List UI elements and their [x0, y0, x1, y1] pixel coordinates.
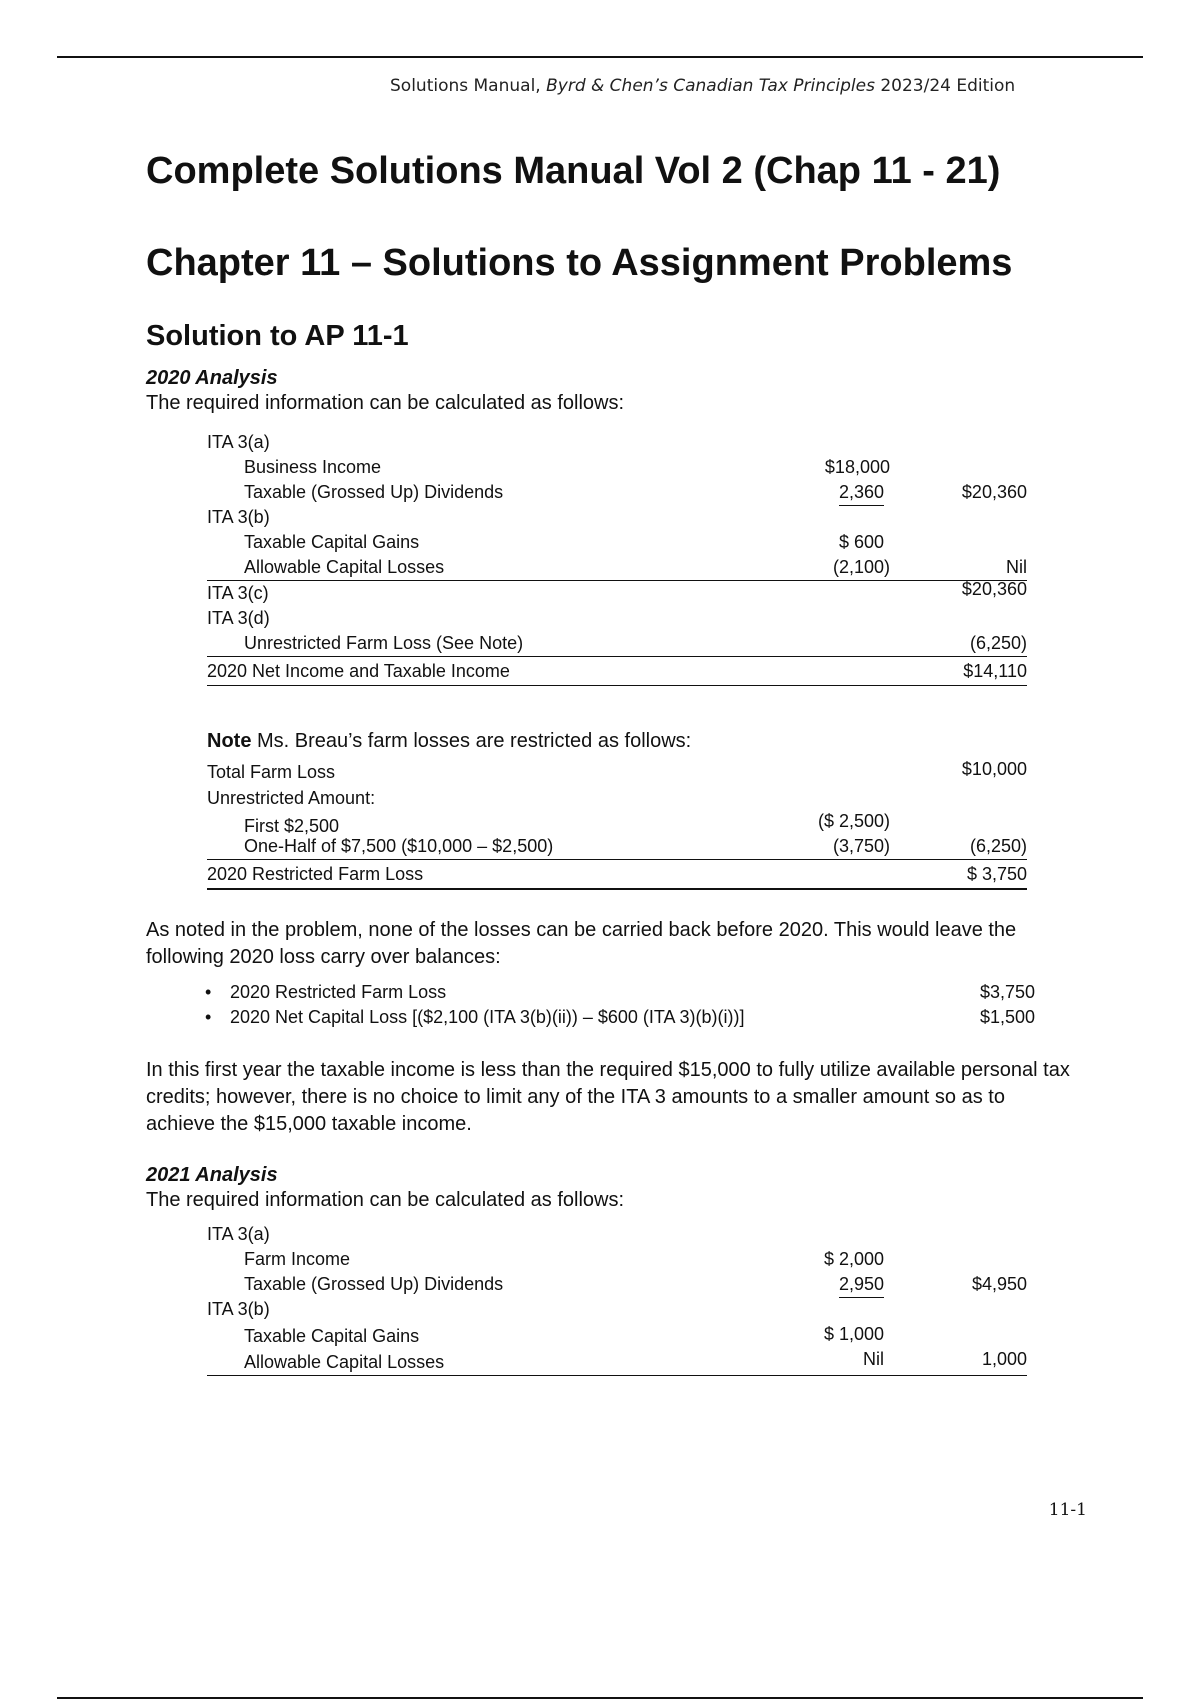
table-row: [207, 530, 1027, 555]
bullet-icon: •: [205, 1007, 212, 1027]
note-heading: [207, 730, 691, 753]
row-amount: ($ 2,500): [817, 811, 890, 831]
row-label: 2020 Restricted Farm Loss: [207, 864, 424, 884]
analysis-2021-heading: 2021 Analysis: [146, 1164, 278, 1186]
row-label: 2020 Net Income and Taxable Income: [207, 661, 510, 681]
table-row: [207, 1222, 1027, 1247]
section-title: Solution to AP 11-1: [146, 320, 409, 352]
row-label: Business Income: [244, 457, 382, 477]
row-amount: $ 1,000: [823, 1324, 884, 1344]
table-row: [207, 757, 1027, 783]
row-label: Farm Income: [244, 1249, 351, 1269]
row-label: Taxable Capital Gains: [244, 532, 420, 552]
carryover-paragraph: As noted in the problem, none of the losses can be carried back before 2020. This would leave the following 2020 loss carry over balances:: [146, 919, 1017, 968]
row-amount: 2,360: [839, 480, 884, 506]
running-header: [390, 76, 1015, 96]
row-label: One-Half of $7,500 ($10,000 – $2,500): [244, 836, 554, 856]
row-label: Total Farm Loss: [207, 762, 336, 782]
list-item: [200, 1005, 1035, 1030]
row-label: Taxable (Grossed Up) Dividends: [244, 482, 504, 502]
list-item-label: 2020 Restricted Farm Loss: [230, 982, 447, 1002]
row-label: Taxable Capital Gains: [244, 1326, 420, 1346]
row-label: ITA 3(c): [207, 583, 269, 603]
row-amount: (3,750): [832, 836, 890, 856]
row-total: $10,000: [961, 759, 1027, 779]
row-total: $20,360: [961, 579, 1027, 599]
bullet-icon: •: [205, 982, 212, 1002]
row-label: ITA 3(a): [207, 1224, 270, 1244]
table-row: [207, 430, 1027, 455]
table-row: [207, 555, 1027, 581]
row-amount: 2,950: [839, 1272, 884, 1298]
table-row: [207, 480, 1027, 505]
row-amount: $ 2,000: [823, 1249, 884, 1269]
table-row: [207, 455, 1027, 480]
page-number: 11-1: [1048, 1500, 1087, 1520]
row-label: Unrestricted Farm Loss (See Note): [244, 633, 524, 653]
row-label: Allowable Capital Losses: [244, 557, 445, 577]
list-item-label: 2020 Net Capital Loss [($2,100 (ITA 3(b)(ii)) – $600 (ITA 3)(b)(i))]: [230, 1007, 745, 1027]
header-prefix: Solutions Manual,: [390, 76, 547, 96]
list-item-amount: $1,500: [979, 1007, 1035, 1027]
table-row: [207, 1297, 1027, 1322]
row-total: $ 3,750: [966, 864, 1027, 884]
row-label: Taxable (Grossed Up) Dividends: [244, 1274, 504, 1294]
row-label: First $2,500: [244, 816, 340, 836]
analysis-2021-intro: The required information can be calculated as follows:: [146, 1189, 625, 1211]
table-row: [207, 505, 1027, 530]
row-label: ITA 3(b): [207, 1299, 270, 1319]
table-row: [207, 809, 1027, 834]
row-label: ITA 3(b): [207, 507, 270, 527]
first-year-paragraph: In this first year the taxable income is less than the required $15,000 to fully utilize available personal tax credits; however, there is no choice to limit any of the ITA 3 amounts to a smaller amount so as to achieve the $15,000 taxable income.: [146, 1059, 1070, 1135]
bottom-rule: [57, 1697, 1143, 1699]
table-row: [207, 860, 1027, 890]
table-2020: [207, 430, 1027, 686]
table-row: [207, 606, 1027, 631]
header-suffix: 2023/24 Edition: [874, 76, 1016, 96]
row-amount: $18,000: [824, 457, 890, 477]
chapter-title: Chapter 11 – Solutions to Assignment Problems: [146, 242, 1013, 284]
table-row: [207, 1347, 1027, 1376]
row-total: $4,950: [971, 1274, 1027, 1294]
carryover-list: [200, 980, 1035, 1030]
table-row: [207, 581, 1027, 606]
row-total: 1,000: [981, 1349, 1027, 1369]
analysis-2020-intro: The required information can be calculated as follows:: [146, 392, 625, 414]
row-amount: Nil: [863, 1349, 884, 1369]
row-total: (6,250): [969, 836, 1027, 856]
table-row: [207, 657, 1027, 686]
table-row: [207, 1247, 1027, 1272]
table-row: [207, 631, 1027, 657]
list-item-amount: $3,750: [979, 982, 1035, 1002]
row-total: (6,250): [969, 633, 1027, 653]
row-total: $14,110: [963, 661, 1027, 681]
table-row: [207, 834, 1027, 860]
row-label: Allowable Capital Losses: [244, 1352, 445, 1372]
note-label: Note: [207, 730, 252, 752]
row-label: ITA 3(d): [207, 608, 270, 628]
table-row: [207, 783, 1027, 809]
list-item: [200, 980, 1035, 1005]
header-book-title: Byrd & Chen’s Canadian Tax Principles: [546, 76, 875, 96]
note-text: Ms. Breau’s farm losses are restricted as follows:: [251, 730, 692, 752]
row-label: Unrestricted Amount:: [207, 788, 376, 808]
analysis-2020-heading: 2020 Analysis: [146, 367, 278, 389]
table-row: [207, 1272, 1027, 1297]
table-row: [207, 1322, 1027, 1347]
row-amount: (2,100): [832, 557, 890, 577]
table-2021: [207, 1222, 1027, 1376]
row-total: $20,360: [961, 482, 1027, 502]
top-rule: [57, 56, 1143, 58]
row-label: ITA 3(a): [207, 432, 270, 452]
row-amount: $ 600: [838, 532, 884, 552]
row-total: Nil: [1006, 557, 1027, 577]
document-title: Complete Solutions Manual Vol 2 (Chap 11 - 21): [146, 150, 1001, 192]
table-note: [207, 757, 1027, 890]
